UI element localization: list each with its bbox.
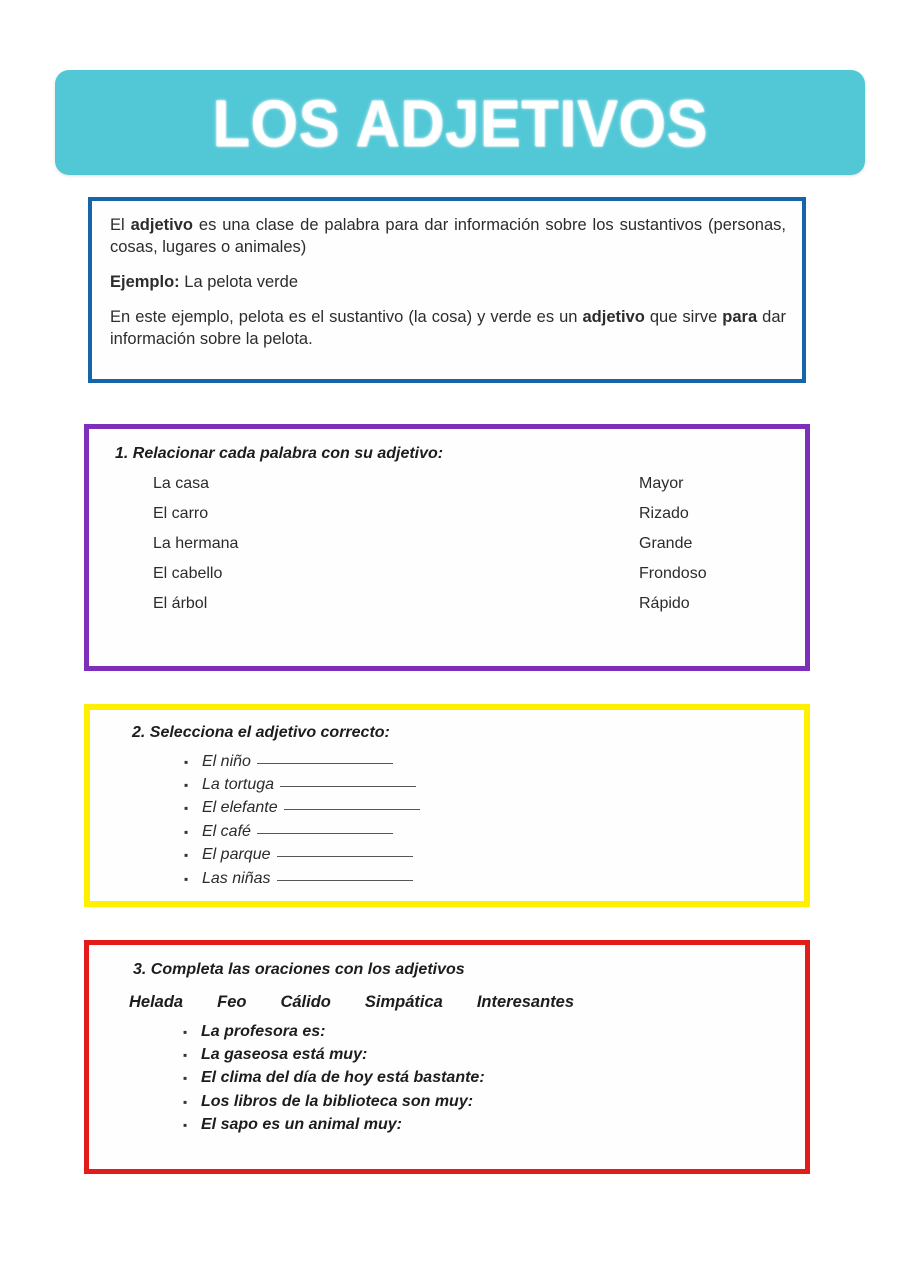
match-noun[interactable]: La hermana [153,535,239,552]
match-adjective[interactable]: Rápido [639,595,690,612]
answer-blank[interactable] [284,809,420,810]
definition-p1-bold: adjetivo [130,216,193,234]
word-bank-item[interactable]: Cálido [280,993,331,1011]
item-text: El sapo es un animal muy: [201,1116,402,1134]
match-noun[interactable]: La casa [153,475,210,492]
list-item [109,1090,787,1113]
square-bullet-icon: ▪ [184,848,189,863]
definition-p3-bold-2: para [722,307,758,326]
exercise-3-items [109,1020,787,1137]
example-text: La pelota verde [179,272,299,291]
exercise-3-heading: 3. Completa las oraciones con los adjetivos [133,961,465,978]
exercise-2-heading: 2. Selecciona el adjetivo correcto: [132,724,390,741]
item-text: Los libros de la biblioteca son muy: [201,1092,474,1110]
item-text: La tortuga [202,775,275,793]
match-noun[interactable]: El carro [153,505,209,522]
square-bullet-icon: ▪ [184,871,189,886]
match-noun[interactable]: El cabello [153,565,223,582]
item-text: El niño [202,752,251,770]
definition-p3-pre: En este ejemplo, pelota es el sustantivo (la cosa) y verde es un [110,307,583,326]
match-row [109,469,787,499]
item-text: El clima del día de hoy está bastante: [201,1069,485,1087]
definition-p3-mid: que sirve [644,307,723,326]
match-adjective[interactable]: Rizado [639,505,689,522]
item-text: El parque [202,846,271,864]
match-noun[interactable]: El árbol [153,595,208,612]
answer-blank[interactable] [277,856,413,857]
list-item [110,797,786,820]
answer-blank[interactable] [277,880,413,881]
list-item [110,867,786,890]
square-bullet-icon: ▪ [184,801,189,816]
definition-example [110,272,786,294]
exercise-2-box [84,704,810,907]
item-text: La gaseosa está muy: [201,1045,368,1063]
definition-p1-post: es una clase de palabra para dar información sobre los sustantivos (personas, cosas, lugares o animales) [110,216,786,256]
item-text: El café [202,822,251,840]
match-adjective[interactable]: Mayor [639,475,684,492]
word-bank-item[interactable]: Interesantes [476,993,575,1011]
answer-blank[interactable] [280,786,416,787]
square-bullet-icon: ▪ [184,754,189,769]
exercise-2-items [110,750,786,891]
item-text: Las niñas [202,869,271,887]
square-bullet-icon: ▪ [183,1094,188,1109]
item-text: El elefante [202,799,278,817]
definition-p3-bold-1: adjetivo [582,307,645,326]
square-bullet-icon: ▪ [183,1047,188,1062]
list-item [109,1114,787,1137]
match-row [109,559,787,589]
exercise-1-box [84,424,810,671]
title-banner [55,70,865,175]
square-bullet-icon: ▪ [184,777,189,792]
square-bullet-icon: ▪ [183,1071,188,1086]
item-text: La profesora es: [201,1022,326,1040]
answer-blank[interactable] [257,763,393,764]
match-row [109,529,787,559]
match-adjective[interactable]: Frondoso [639,565,707,582]
definition-p1-pre: El [110,216,131,234]
square-bullet-icon: ▪ [184,824,189,839]
definition-paragraph-3 [110,307,786,351]
exercise-1-heading: 1. Relacionar cada palabra con su adjetivo: [115,445,444,462]
match-pairs-list [109,469,787,619]
square-bullet-icon: ▪ [183,1118,188,1133]
list-item [110,844,786,867]
list-item [110,750,786,773]
word-bank-item[interactable]: Feo [217,993,247,1011]
list-item [109,1020,787,1043]
list-item [109,1067,787,1090]
definition-paragraph-1 [110,215,786,259]
adjective-word-bank [129,993,787,1012]
square-bullet-icon: ▪ [183,1024,188,1039]
word-bank-item[interactable]: Helada [129,993,184,1011]
exercise-3-box [84,940,810,1174]
definition-box [88,197,806,383]
word-bank-item[interactable]: Simpática [364,993,443,1011]
answer-blank[interactable] [257,833,393,834]
list-item [110,773,786,796]
example-label: Ejemplo: [110,272,180,291]
match-row [109,499,787,529]
page-title: LOS ADJETIVOS [212,85,708,160]
definition-p3-post: dar información sobre la pelota. [110,307,786,348]
list-item [109,1043,787,1066]
match-adjective[interactable]: Grande [639,535,693,552]
match-row [109,589,787,619]
list-item [110,820,786,843]
